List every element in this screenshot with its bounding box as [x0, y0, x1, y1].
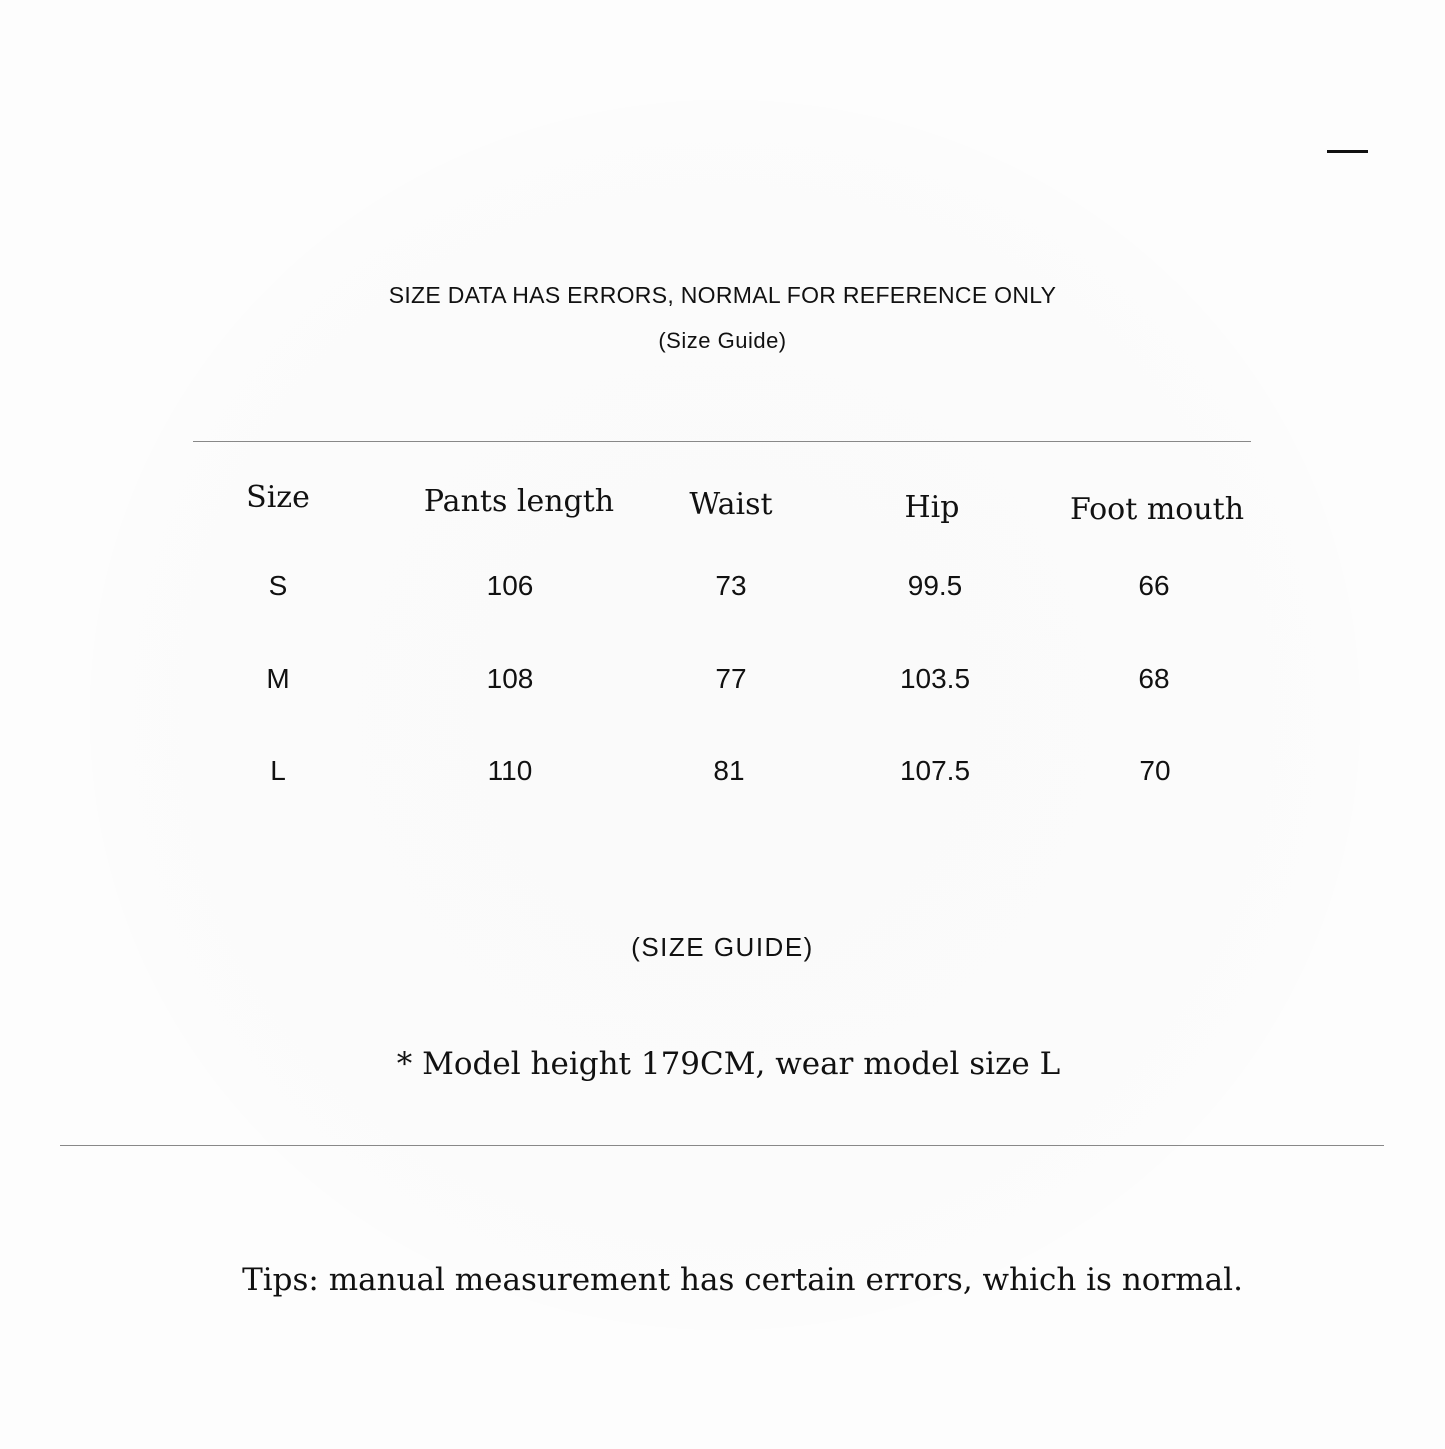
table-cell-pants-length: 110 — [487, 755, 533, 786]
table-cell-hip: 103.5 — [899, 663, 971, 694]
table-top-divider — [193, 441, 1251, 442]
dash-mark — [1327, 150, 1368, 153]
table-cell-hip: 107.5 — [899, 755, 971, 786]
column-header-pants-length: Pants length — [423, 484, 615, 519]
table-cell-hip: 99.5 — [907, 570, 963, 601]
table-cell-pants-length: 108 — [486, 663, 534, 694]
column-header-waist: Waist — [689, 487, 773, 522]
table-cell-waist: 77 — [715, 663, 747, 694]
column-header-hip: Hip — [904, 490, 960, 525]
size-guide-subtitle: (Size Guide) — [658, 328, 787, 353]
table-cell-waist: 81 — [713, 755, 745, 786]
table-cell-size: L — [270, 755, 286, 786]
size-guide-caption: (SIZE GUIDE) — [631, 932, 814, 962]
table-cell-waist: 73 — [715, 570, 747, 601]
table-cell-foot-mouth: 70 — [1139, 755, 1171, 786]
table-cell-size: S — [268, 570, 288, 601]
table-cell-size: M — [266, 663, 290, 694]
table-cell-pants-length: 106 — [486, 570, 534, 601]
column-header-foot-mouth: Foot mouth — [1069, 492, 1245, 527]
table-cell-foot-mouth: 66 — [1138, 570, 1170, 601]
model-note: * Model height 179CM, wear model size L — [396, 1046, 1061, 1082]
table-cell-foot-mouth: 68 — [1138, 663, 1170, 694]
tips-text: Tips: manual measurement has certain errors, which is normal. — [242, 1262, 1243, 1298]
column-header-size: Size — [246, 480, 310, 515]
size-notice: SIZE DATA HAS ERRORS, NORMAL FOR REFERENCE ONLY — [388, 282, 1057, 308]
section-divider — [60, 1145, 1384, 1146]
